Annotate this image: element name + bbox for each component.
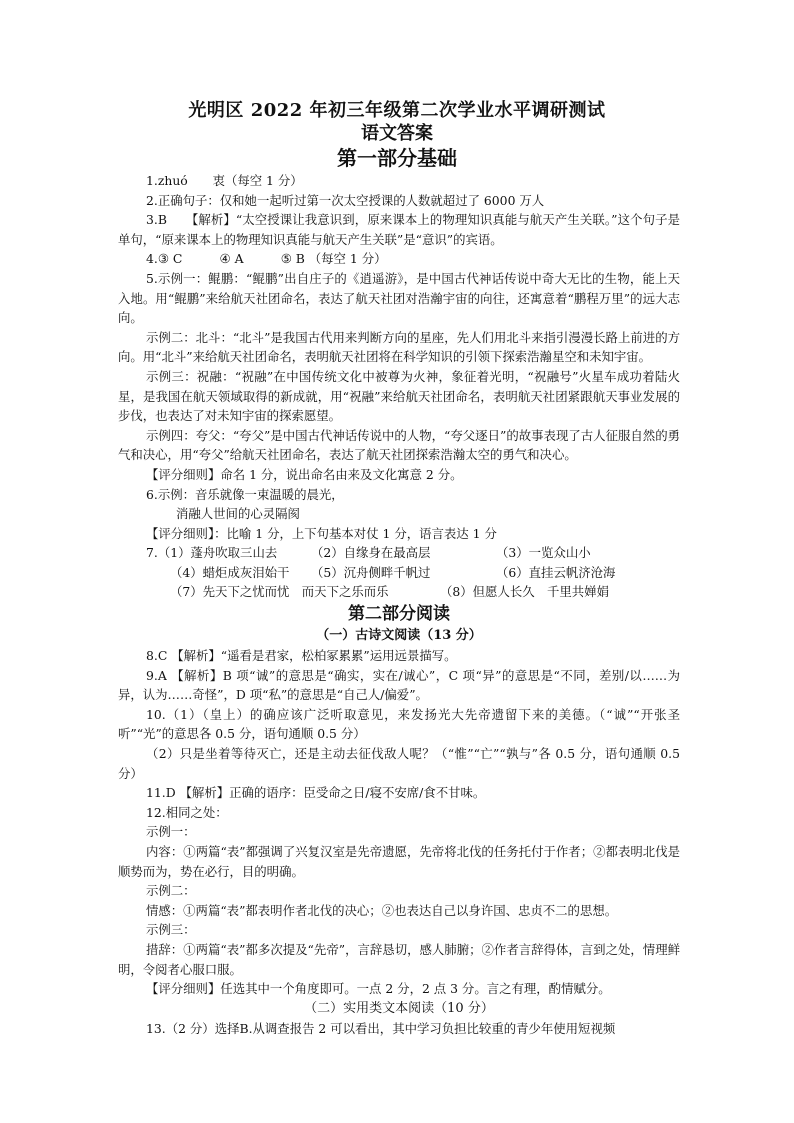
q12-example3-label: 示例三：	[146, 922, 196, 938]
part1-heading: 第一部分基础	[337, 146, 457, 170]
answer-body	[118, 171, 680, 1038]
answer-q5-example3: 示例三：祝融：“祝融”在中国传统文化中被尊为火神，象征着光明，“祝融号”火星车成功着陆火星，是我国在航天领域取得的新成就，用“祝融”来给航天社团命名，表明航天社团紧跟航天事业发展的步伐，也表达了对未知宇宙的探索愿望。	[118, 368, 680, 424]
q6-scoring-rule: 【评分细则】：比喻 1 分，上下句基本对仗 1 分，语言表达 1 分	[146, 525, 497, 541]
exam-subtitle: 语文答案	[361, 123, 433, 144]
q7-item: 7.（1）蓬舟吹取三山去	[146, 545, 278, 561]
answer-q12: 12.相同之处：	[146, 804, 228, 820]
answer-q7-row3	[118, 582, 680, 602]
answer-q5-example4: 示例四：夸父：“夸父”是中国古代神话传说中的人物，“夸父逐日”的故事表现了古人征服自然的勇气和决心，用“夸父”给航天社团命名，表达了航天社团探索浩瀚太空的勇气和决心。	[118, 427, 680, 463]
exam-title: 光明区 2022 年初三年级第二次学业水平调研测试	[188, 100, 606, 121]
answer-q6-line1: 6.示例：音乐就像一束温暖的晨光，	[146, 486, 344, 502]
section-practical-reading: （二）实用类文本阅读（10 分）	[304, 1000, 494, 1016]
q7-item: （5）沉舟侧畔千帆过	[311, 564, 431, 580]
answer-q11: 11.D 【解析】正确的语序：臣受命之日/寝不安席/食不甘味。	[146, 785, 486, 801]
answer-q1: 1.zhuó 衷（每空 1 分）	[146, 173, 303, 188]
answer-q5-example1: 5.示例一：鲲鹏：“鲲鹏”出自庄子的《逍遥游》，是中国古代神话传说中奇大无比的生物，能上天入地。用“鲲鹏”来给航天社团命名，表达了航天社团对浩瀚宇宙的向往，还寓意着“鹏程万里”的远大志向。	[118, 270, 680, 326]
answer-q3: 3.B 【解析】“太空授课让我意识到，原来课本上的物理知识真能与航天产生关联。”这个句子是单句，“原来课本上的物理知识真能与航天产生关联”是“意识”的宾语。	[118, 212, 680, 247]
header	[0, 100, 794, 170]
q7-item: （3）一览众山小	[496, 545, 591, 561]
answer-q10-2: （2）只是坐着等待灭亡，还是主动去征伐敌人呢？（“惟”“亡”“孰与”各 0.5 分，语句通顺 0.5 分）	[118, 746, 680, 781]
answer-q5-example2: 示例二：北斗：“北斗”是我国古代用来判断方向的星座，先人们用北斗来指引漫漫长路上前进的方向。用“北斗”来给航天社团命名，表明航天社团将在科学知识的引领下探索浩瀚星空和未知宇宙。	[118, 329, 680, 365]
q12-example2-text: 情感：①两篇“表”都表明作者北伐的决心；②也表达自己以身许国、忠贞不二的思想。	[146, 902, 618, 918]
q7-item: （2）自缘身在最高层	[311, 545, 431, 561]
q12-scoring-rule: 【评分细则】任选其中一个角度即可。一点 2 分，2 点 3 分。言之有理，酌情赋分。	[146, 981, 611, 997]
q12-example1-label: 示例一：	[146, 824, 196, 840]
answer-q9: 9.A 【解析】B 项“诚”的意思是“确实，实在/诚心”，C 项“异”的意思是“不同，差别/以……为异，认为……奇怪”，D 项“私”的意思是“自己人/偏爱”。	[118, 667, 680, 703]
answer-q10-1: 10.（1）（皇上）的确应该广泛听取意见，来发扬光大先帝遗留下来的美德。（“诚”“开张圣听”“光”的意思各 0.5 分，语句通顺 0.5 分）	[118, 706, 680, 742]
answer-q4: 4.③ C ④ A ⑤ B （每空 1 分）	[146, 251, 387, 267]
answer-q2: 2.正确句子：仅和她一起听过第一次太空授课的人数就超过了 6000 万人	[146, 192, 545, 208]
q7-item: （6）直挂云帆济沧海	[496, 564, 616, 580]
q5-scoring-rule: 【评分细则】命名 1 分，说出命名由来及文化寓意 2 分。	[146, 466, 463, 482]
q7-item: （8）但愿人长久 千里共婵娟	[440, 584, 609, 600]
answer-q7-row2	[118, 563, 680, 583]
q12-example1-text: 内容：①两篇“表”都强调了兴复汉室是先帝遗愿，先帝将北伐的任务托付于作者；②都表明北伐是顺势而为，势在必行，目的明确。	[118, 844, 680, 879]
answer-q13: 13.（2 分）选择B.从调查报告 2 可以看出，其中学习负担比较重的青少年使用短视频	[146, 1020, 616, 1036]
q12-example2-label: 示例二：	[146, 883, 196, 899]
answer-q8: 8.C 【解析】“遥看是君家，松柏冢累累”运用远景描写。	[146, 648, 457, 664]
answer-q6-line2: 消融人世间的心灵隔阂	[176, 506, 300, 522]
part2-heading: 第二部分阅读	[348, 604, 450, 625]
q12-example3-text: 措辞：①两篇“表”都多次提及“先帝”，言辞恳切，感人肺腑；②作者言辞得体，言到之处，情理鲜明，令阅者心服口服。	[118, 941, 680, 977]
q7-item: （4）蜡炬成灰泪始干	[170, 564, 290, 580]
q7-item: （7）先天下之忧而忧 而天下之乐而乐	[170, 584, 389, 600]
answer-q7-row1	[118, 543, 680, 563]
section-classical-reading: （一）古诗文阅读（13 分）	[316, 628, 482, 644]
